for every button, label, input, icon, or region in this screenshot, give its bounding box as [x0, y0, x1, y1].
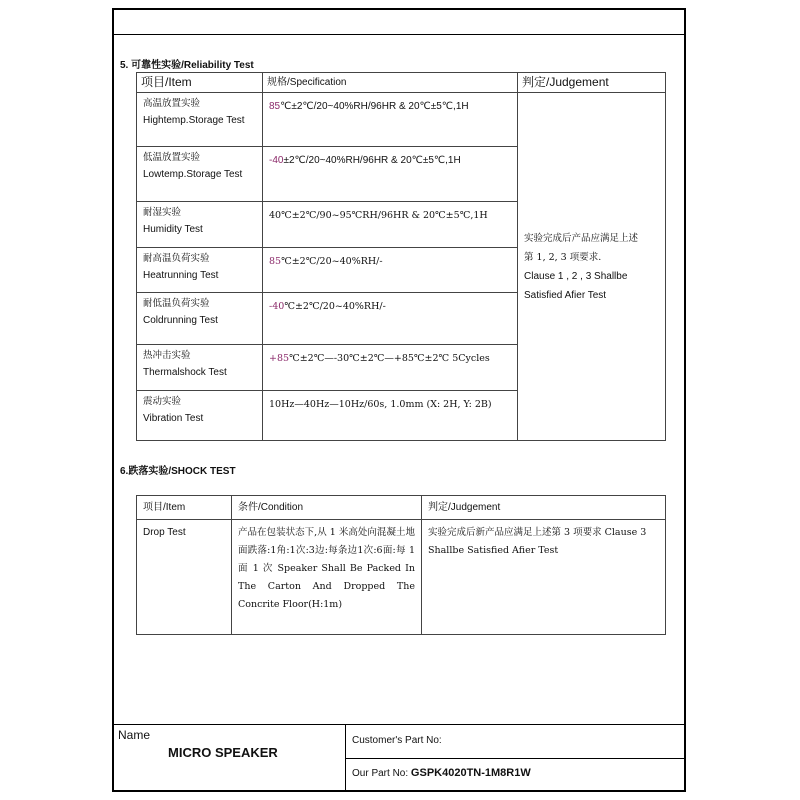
header-judgement: 判定/Judgement [422, 496, 666, 520]
judgement-cell [518, 93, 666, 441]
header-spec: 规格/Specification [263, 73, 518, 93]
header-item: 项目/Item [137, 496, 232, 520]
item-en: Heatrunning Test [143, 270, 219, 281]
part-divider [346, 758, 686, 759]
spec-text: ℃±2℃/20~40%RH/- [281, 256, 383, 267]
customer-part-label: Customer's Part No: [352, 735, 442, 746]
judgement-line: 第 1, 2, 3 项要求. [524, 251, 602, 263]
item-cn: 高温放置实验 [143, 98, 201, 109]
judgement-line: Clause 1 , 2 , 3 Shallbe [524, 270, 628, 282]
spec-text: ±2℃/20~40%RH/96HR & 20℃±5℃,1H [283, 155, 461, 166]
item-cn: 耐高温负荷实验 [143, 253, 210, 264]
item-en: Lowtemp.Storage Test [143, 169, 243, 180]
table-row [137, 93, 666, 147]
our-part-row [352, 767, 531, 779]
product-name: MICRO SPEAKER [168, 745, 278, 760]
reliability-table [136, 72, 666, 441]
header-divider [112, 34, 686, 35]
our-part-label: Our Part No: [352, 768, 409, 779]
spec-prefix: +85 [269, 353, 290, 364]
drop-test-judgement: 实验完成后新产品应满足上述第 3 项要求 Clause 3 Shallbe Satisfied Afier Test [422, 520, 666, 635]
name-cell [112, 724, 346, 792]
spec-prefix: -40 [269, 301, 285, 312]
drop-test-item: Drop Test [137, 520, 232, 635]
item-cn: 低温放置实验 [143, 152, 201, 163]
spec-text: ℃±2℃/20~40%RH/- [284, 301, 386, 312]
spec-prefix: 85 [269, 101, 281, 112]
header-condition: 条件/Condition [232, 496, 422, 520]
spec-prefix: -40 [269, 155, 284, 166]
spec-text: 10Hz—40Hz—10Hz/60s, 1.0mm (X: 2H, Y: 2B) [269, 399, 492, 410]
spec-text: ℃±2℃/20~40%RH/96HR & 20℃±5℃,1H [280, 101, 469, 112]
our-part-value: GSPK4020TN-1M8R1W [410, 767, 531, 779]
item-en: Vibration Test [143, 413, 204, 424]
table-row [137, 520, 666, 635]
item-en: Coldrunning Test [143, 315, 218, 326]
item-en: Humidity Test [143, 224, 203, 235]
item-cn: 震动实验 [143, 396, 182, 407]
spec-prefix: 85 [269, 256, 282, 267]
item-en: Hightemp.Storage Test [143, 115, 245, 126]
item-en: Thermalshock Test [143, 367, 227, 378]
judgement-line: Satisfied Afier Test [524, 289, 607, 301]
section6-title: 6.跌落实验/SHOCK TEST [120, 466, 236, 477]
section5-title: 5. 可靠性实验/Reliability Test [120, 60, 254, 71]
header-item: 项目/Item [137, 73, 263, 93]
header-judgement: 判定/Judgement [518, 73, 666, 93]
judgement-line: 实验完成后产品应满足上述 [524, 232, 639, 244]
item-cn: 耐低温负荷实验 [143, 298, 210, 309]
title-block [112, 724, 686, 792]
drop-test-condition: 产品在包装状态下,从 1 米高处向混凝土地面跌落:1角:1次:3边:每条边1次:6面:每 1 面 1 次 Speaker Shall Be Packed In The Carton And Dropped The Concrite Floor(H:1m) [232, 520, 422, 635]
spec-text: ℃±2℃—-30℃±2℃—+85℃±2℃ 5Cycles [289, 353, 490, 364]
shock-table [136, 495, 666, 635]
item-cn: 热冲击实验 [143, 350, 191, 361]
item-cn: 耐湿实验 [143, 207, 182, 218]
name-label: Name [118, 728, 151, 742]
spec-text: 40℃±2℃/90~95℃RH/96HR & 20℃±5℃,1H [269, 210, 488, 221]
